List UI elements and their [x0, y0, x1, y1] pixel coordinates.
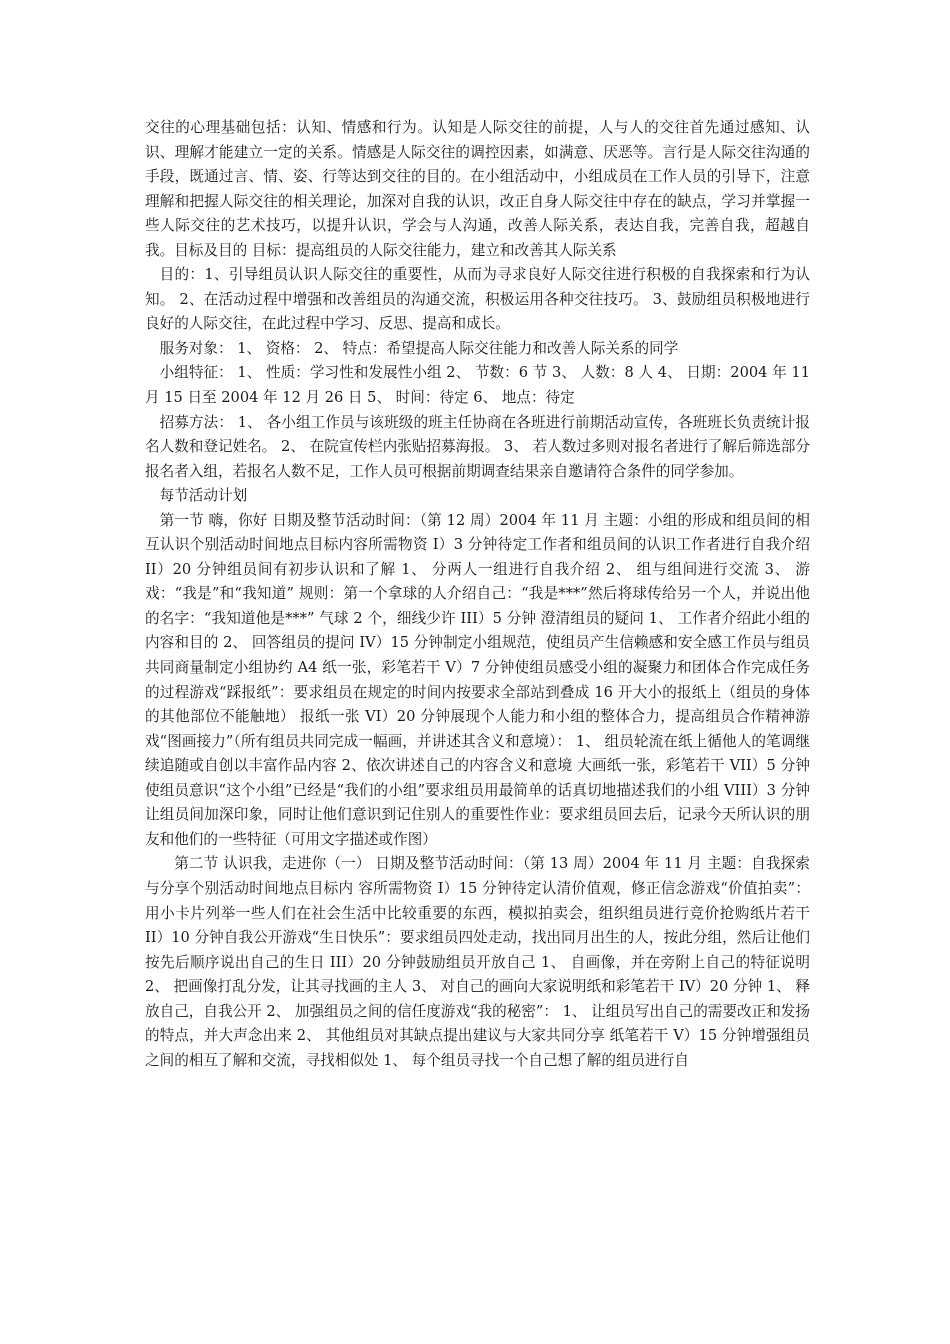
plan-heading: 每节活动计划 — [159, 487, 248, 505]
recruitment-paragraph: 招募方法： 1、 各小组工作员与该班级的班主任协商在各班进行前期活动宣传，各班班长负责统计报名人数和登记姓名。 2、 在院宣传栏内张贴招募海报。 3、 若人数过多则对报名者进行了解后筛选部分报名者入组，若报名人数不足，工作人员可根据前期调查结果亲自邀请符合条件的同学参加。 — [145, 413, 810, 480]
purpose-paragraph: 目的：1、引导组员认识人际交往的重要性，从而为寻求良好人际交往进行积极的自我探索和行为认知。 2、在活动过程中增强和改善组员的沟通交流，积极运用各种交往技巧。 3、鼓励组员积极地进行良好的人际交往，在此过程中学习、反思、提高和成长。 — [145, 266, 810, 333]
service-target-paragraph: 服务对象： 1、 资格： 2、 特点：希望提高人际交往能力和改善人际关系的同学 — [159, 339, 679, 357]
session-2-paragraph: 第二节 认识我，走进你（一） 日期及整节活动时间：（第 13 周）2004 年 11 月 主题：自我探索与分享个别活动时间地点目标内 容所需物资 I）15 分钟待定认清价值观，修正信念游戏“价值拍卖”：用小卡片列举一些人们在社会生活中比较重要的东西，模拟拍卖会，组织组员进行竞价抢购纸片若干 II）10 分钟自我公开游戏“生日快乐”：要求组员四处走动，找出同月出生的人，按此分组，然后让他们按先后顺序说出自己的生日 III）20 分钟鼓励组员开放自己 1、 自画像，并在旁附上自己的特征说明 2、 把画像打乱分发，让其寻找画的主人 3、 对自己的画向大家说明纸和彩笔若干 IV）20 分钟 1、 释放自己，自我公开 2、 加强组员之间的信任度游戏“我的秘密”： 1、 让组员写出自己的需要改正和发扬的特点，并大声念出来 2、 其他组员对其缺点提出建议与大家共同分享 纸笔若干 V）15 分钟增强组员之间的相互了解和交流，寻找相似处 1、 每个组员寻找一个自己想了解的组员进行自 — [145, 855, 810, 1069]
intro-paragraph: 交往的心理基础包括：认知、情感和行为。认知是人际交往的前提，人与人的交往首先通过感知、认识、理解才能建立一定的关系。情感是人际交往的调控因素，如满意、厌恶等。言行是人际交往沟通的手段，既通过言、情、姿、行等达到交往的目的。在小组活动中，小组成员在工作人员的引导下，注意理解和把握人际交往的相关理论，加深对自我的认识，改正自身人际交往中存在的缺点，学习并掌握一些人际交往的艺术技巧，以提升认识，学会与人沟通，改善人际关系，表达自我，完善自我，超越自我。目标及目的 目标：提高组员的人际交往能力，建立和改善其人际关系 — [145, 119, 810, 259]
document-page — [145, 116, 810, 1073]
group-features-paragraph: 小组特征： 1、 性质：学习性和发展性小组 2、 节数：6 节 3、 人数：8 人 4、 日期：2004 年 11 月 15 日至 2004 年 12 月 26 日 5、 时间：待定 6、 地点：待定 — [145, 364, 810, 407]
session-1-paragraph: 第一节 嗨，你好 日期及整节活动时间：（第 12 周）2004 年 11 月 主题：小组的形成和组员间的相互认识个别活动时间地点目标内容所需物资 I）3 分钟待定工作者和组员间的认识工作者进行自我介绍 II）20 分钟组员间有初步认识和了解 1、 分两人一组进行自我介绍 2、 组与组间进行交流 3、 游戏：“我是”和“我知道” 规则：第一个拿球的人介绍自己：“我是***”然后将球传给另一个人，并说出他的名字：“我知道他是***” 气球 2 个，细线少许 III）5 分钟 澄清组员的疑问 1、 工作者介绍此小组的内容和目的 2、 回答组员的提问 IV）15 分钟制定小组规范，使组员产生信赖感和安全感工作员与组员共同商量制定小组协约 A4 纸一张，彩笔若干 V）7 分钟使组员感受小组的凝聚力和团体合作完成任务的过程游戏“踩报纸”：要求组员在规定的时间内按要求全部站到叠成 16 开大小的报纸上（组员的身体的其他部位不能触地） 报纸一张 VI）20 分钟展现个人能力和小组的整体合力，提高组员合作精神游戏“图画接力”（所有组员共同完成一幅画，并讲述其含义和意境）： 1、 组员轮流在纸上循他人的笔调继续追随或自创以丰富作品内容 2、依次讲述自己的内容含义和意境 大画纸一张，彩笔若干 VII）5 分钟使组员意识“这个小组”已经是“我们的小组”要求组员用最简单的话真切地描述我们的小组 VIII）3 分钟让组员间加深印象，同时让他们意识到记住别人的重要性作业：要求组员回去后，记录今天所认识的朋友和他们的一些特征（可用文字描述或作图） — [145, 511, 810, 848]
